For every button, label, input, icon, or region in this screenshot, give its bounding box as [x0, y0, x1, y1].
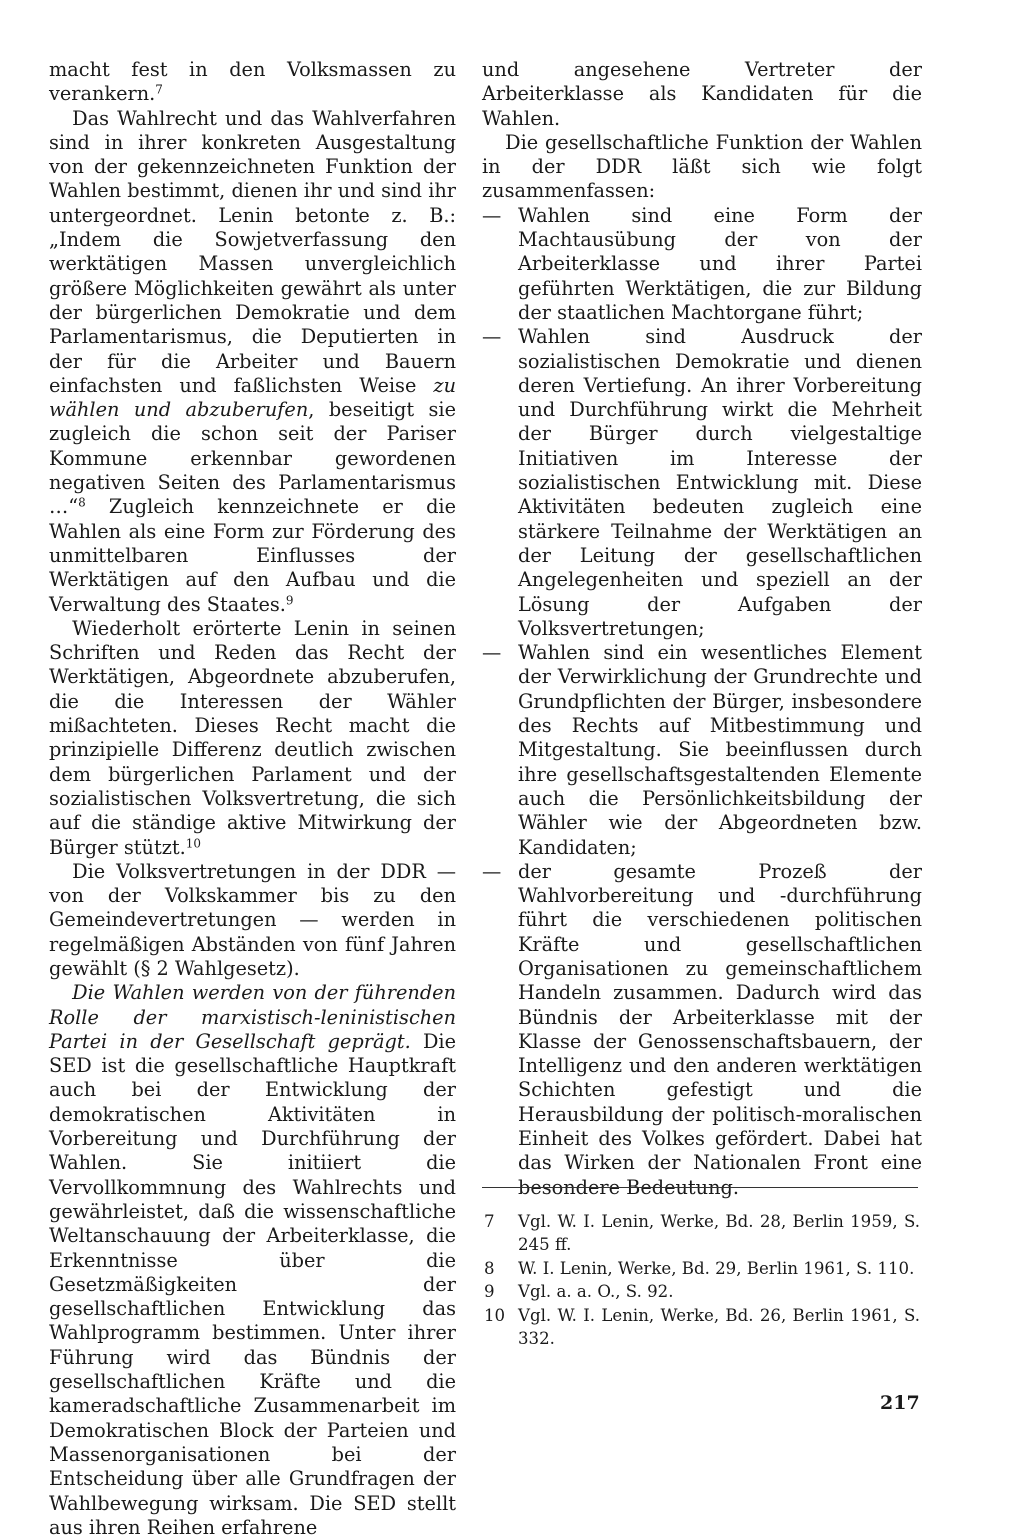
paragraph-funktion: Die gesellschaftliche Funktion der Wahlen in der DDR läßt sich wie folgt zusammenfassen: [482, 130, 922, 203]
paragraph-continuation: macht fest in den Volksmassen zu verankern.$^7$ [49, 58, 456, 106]
list-item: — Wahlen sind eine Form der Machtausübung der von der Arbeiterklasse und ihrer Partei geführten Werktätigen, die zur Bildung der staatlichen Machtorgane führt; [482, 204, 922, 325]
list-item: — Wahlen sind Ausdruck der sozialistischen Demokratie und dienen deren Vertiefung. An ihrer Vorbereitung und Durchführung wirkt die Mehrheit der Bürger durch vielgestaltige Initiativen im Interesse der sozialistischen Entwicklung mit. Diese Aktivitäten bedeuten zugleich eine stärkere Teilnahme der Werktätigen an der Leitung der gesellschaftlichen Angelegenheiten und speziell an der Lösung der Aufgaben der Volksvertretungen; [482, 325, 922, 641]
paragraph-abberufung: Wiederholt erörterte Lenin in seinen Schriften und Reden das Recht der Werktätigen, Abgeordnete abzuberufen, die die Interessen der Wähler mißachteten. Dieses Recht macht die prinzipielle Differenz deutlich zwischen dem bürgerlichen Parlament und der sozialistischen Volksvertretung, die sich auf die ständige aktive Mitwirkung der Bürger stützt.$^{10}$ [49, 616, 456, 859]
page-number: 217 [880, 1392, 920, 1414]
paragraph-continuation-right: und angesehene Vertreter der Arbeiterklasse als Kandidaten für die Wahlen. [482, 58, 922, 130]
footnote-ref-10: 10 [185, 835, 201, 850]
paragraph-fuehrende-rolle: Die Wahlen werden von der führenden Rolle der marxistisch-leninistischen Partei in der Gesellschaft geprägt. Die SED ist die gesellschaftliche Hauptkraft auch bei der Entwicklung der demokratischen Aktivitäten in Vorbereitung und Durchführung der Wahlen. Sie initiiert die Vervollkommnung des Wahlrechts und gewährleistet, daß die wissenschaftliche Weltanschauung der Arbeiterklasse, die Erkenntnisse über die Gesetzmäßigkeiten der gesellschaftlichen Entwicklung das Wahlprogramm bestimmen. Unter ihrer Führung wird das Bündnis der gesellschaftlichen Kräfte und die kameradschaftliche Zusammenarbeit im Demokratischen Block der Parteien und Massenorganisationen bei der Entscheidung über alle Grundfragen der Wahlbewegung wirksam. Die SED stellt aus ihren Reihen erfahrene [49, 981, 456, 1539]
footnote-ref-8: 8 [78, 495, 86, 510]
footnote-7: 7 Vgl. W. I. Lenin, Werke, Bd. 28, Berlin 1959, S. 245 ff. [484, 1212, 920, 1255]
list-item: — der gesamte Prozeß der Wahlvorbereitung und -durchführung führt die verschiedenen politischen Kräfte und gesellschaftlichen Organisationen zu gemeinschaftlichem Handeln zusammen. Dadurch wird das Bündnis der Arbeiterklasse mit der Klasse der Genossenschaftsbauern, der Intelligenz und den anderen werktätigen Schichten gefestigt und die Herausbildung der politisch-moralischen Einheit des Volkes gefördert. Dabei hat das Wirken der Nationalen Front eine besondere Bedeutung. [482, 860, 922, 1200]
function-list [482, 204, 922, 1200]
list-item: — Wahlen sind ein wesentliches Element der Verwirklichung der Grundrechte und Grundpflichten der Bürger, insbesondere des Rechts auf Mitbestimmung und Mitgestaltung. Sie beeinflussen durch ihre gesellschaftsgestaltenden Elemente auch die Persönlichkeitsbildung der Wähler wie der Abgeordneten bzw. Kandidaten; [482, 641, 922, 860]
paragraph-wahlrecht: Das Wahlrecht und das Wahlverfahren sind in ihrer konkreten Ausgestaltung von der gekennzeichneten Funktion der Wahlen bestimmt, dienen ihr und sind ihr untergeordnet. Lenin betonte z. B.: „Indem die Sowjetverfassung den werktätigen Massen unvergleichlich größere Möglichkeiten gewährt als unter der bürgerlichen Demokratie und dem Parlamentarismus, die Deputierten in der für die Arbeiter und Bauern einfachsten und faßlichsten Weise zu wählen und abzuberufen, beseitigt sie zugleich die schon seit der Pariser Kommune erkennbar gewordenen negativen Seiten des Parlamentarismus …“$^8$ Zugleich kennzeichnete er die Wahlen als eine Form zur Förderung des unmittelbaren Einflusses der Werktätigen auf den Aufbau und die Verwaltung des Staates.$^9$ [49, 106, 456, 616]
footnote-10: 10 Vgl. W. I. Lenin, Werke, Bd. 26, Berlin 1961, S. 332. [484, 1305, 920, 1349]
left-column [49, 58, 456, 1540]
footnote-divider [482, 1187, 918, 1188]
footnote-9: 9 Vgl. a. a. O., S. 92. [484, 1282, 674, 1302]
footnote-ref-7: 7 [155, 82, 163, 97]
paragraph-volksvertretungen: Die Volksvertretungen in der DDR — von der Volkskammer bis zu den Gemeindevertretungen — werden in regelmäßigen Abständen von fünf Jahren gewählt (§ 2 Wahlgesetz). [49, 859, 456, 980]
right-column [482, 58, 922, 1200]
footnote-8: 8 W. I. Lenin, Werke, Bd. 29, Berlin 1961, S. 110. [484, 1258, 915, 1278]
footnote-ref-9: 9 [285, 592, 294, 607]
footnotes [484, 1210, 920, 1350]
